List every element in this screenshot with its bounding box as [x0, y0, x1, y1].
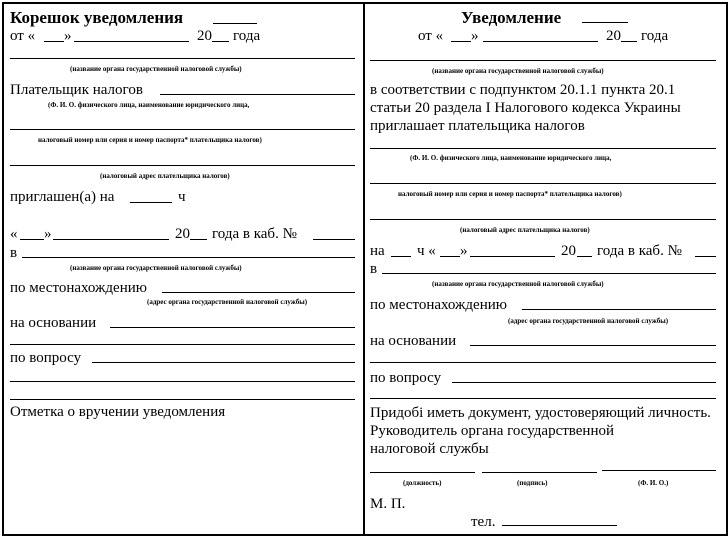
stub-delivery-label: Отметка о вручении уведомления [10, 404, 226, 420]
stub-title: Корешок уведомления [10, 8, 184, 27]
notice-year-room: года в каб. № [597, 243, 682, 259]
notice-caption-org-address: (адрес органа государственной налоговой службы) [508, 317, 669, 325]
notice-caption-org: (название органа государственной налоговой службы) [432, 67, 604, 75]
notice-payer-field-2[interactable] [370, 183, 716, 184]
stub-caption-org-address: (адрес органа государственной налоговой службы) [147, 298, 308, 306]
notice-from-mid: » [471, 28, 479, 44]
notice-phone-field[interactable] [502, 525, 617, 526]
stub-hour-field[interactable] [130, 202, 172, 203]
notice-room-field[interactable] [695, 256, 716, 257]
notice-document-note: Придобі иметь документ, удостоверяющий личность. [370, 405, 711, 421]
notice-in-label: в [370, 261, 378, 277]
notice-day-field[interactable] [451, 41, 471, 42]
notice-caption-name: (Ф. И. О.) [638, 479, 669, 487]
notice-question-field-2[interactable] [370, 398, 716, 399]
notice-from-label: от « [418, 28, 444, 44]
notice-caption-position: (должность) [403, 479, 442, 487]
stub-question-label: по вопросу [10, 350, 82, 366]
stub-date-day-field[interactable] [20, 239, 44, 240]
notice-phone-label: тел. [471, 514, 496, 530]
notice-name-field[interactable] [602, 470, 716, 471]
stub-year-room: года в каб. № [212, 226, 297, 242]
notice-date-year-prefix: 20 [561, 243, 576, 259]
notice-on-label: на [370, 243, 385, 259]
stub-number-field[interactable] [213, 23, 257, 24]
notice-year-prefix: 20 [606, 28, 621, 44]
notice-org-field[interactable] [370, 60, 716, 61]
notice-caption-org2: (название органа государственной налоговой службы) [432, 280, 604, 288]
stub-location-field[interactable] [162, 292, 355, 293]
stub-date-year-field[interactable] [190, 239, 207, 240]
stub-room-field[interactable] [313, 239, 355, 240]
stub-question-field-2[interactable] [10, 381, 355, 382]
stub-basis-field-2[interactable] [10, 344, 355, 345]
notice-date-year-field[interactable] [577, 256, 592, 257]
stub-date-open: « [10, 226, 18, 242]
notice-basis-label: на основании [370, 333, 457, 349]
stub-location-label: по местонахождению [10, 280, 147, 296]
stub-caption-address: (налоговый адрес плательщика налогов) [100, 172, 230, 180]
notice-date-close: » [460, 243, 468, 259]
notice-date-day-field[interactable] [440, 256, 460, 257]
notice-year-field[interactable] [621, 41, 637, 42]
notice-hour-label: ч « [417, 243, 436, 259]
stub-in-org-field[interactable] [22, 257, 355, 258]
stub-payer-field[interactable] [160, 94, 355, 95]
stub-invited-label: приглашен(а) на [10, 189, 115, 205]
notice-caption-fio: (Ф. И. О. физического лица, наименование юридического лица, [410, 154, 612, 162]
notice-in-org-field[interactable] [382, 273, 716, 274]
stub-in-label: в [10, 245, 18, 261]
notice-legal-line2: статьи 20 раздела I Налогового кодекса Украины [370, 100, 681, 116]
notice-caption-code: налоговый номер или серия и номер паспорта* плательщика налогов) [398, 190, 622, 198]
notice-head-line1: Руководитель органа государственной [370, 423, 615, 439]
stub-caption-org: (название органа государственной налоговой службы) [70, 65, 242, 73]
stub-from-label: от « [10, 28, 36, 44]
notice-question-field[interactable] [452, 382, 716, 383]
stub-question-field[interactable] [92, 362, 355, 363]
stub-day-field[interactable] [44, 41, 64, 42]
stub-org-field[interactable] [10, 58, 355, 59]
notice-basis-field[interactable] [470, 345, 716, 346]
stub-date-year-prefix: 20 [175, 226, 190, 242]
stub-date-month-field[interactable] [53, 239, 169, 240]
stub-question-field-3[interactable] [10, 399, 355, 400]
stub-hour-label: ч [178, 189, 186, 205]
notice-title: Уведомление [461, 8, 562, 27]
notice-legal-line3: приглашает плательщика налогов [370, 118, 585, 134]
notice-caption-address: (налоговый адрес плательщика налогов) [460, 226, 590, 234]
notice-question-label: по вопросу [370, 370, 442, 386]
stub-caption-code: налоговый номер или серия и номер паспорта* плательщика налогов) [38, 136, 262, 144]
notice-legal-line1: в соответствии с подпунктом 20.1.1 пункта 20.1 [370, 82, 676, 98]
stub-year-suffix: года [233, 28, 261, 44]
notice-location-field[interactable] [522, 309, 716, 310]
stub-basis-field[interactable] [110, 327, 355, 328]
notice-head-line2: налоговой службы [370, 441, 489, 457]
notice-year-suffix: года [641, 28, 669, 44]
stub-caption-fio: (Ф. И. О. физического лица, наименование юридического лица, [48, 101, 250, 109]
notice-number-field[interactable] [582, 22, 628, 23]
stub-month-field[interactable] [74, 41, 189, 42]
notice-hour-field[interactable] [391, 256, 411, 257]
notice-position-field[interactable] [370, 472, 475, 473]
stub-caption-org2: (название органа государственной налоговой службы) [70, 264, 242, 272]
stub-basis-label: на основании [10, 315, 97, 331]
notice-month-field[interactable] [483, 41, 598, 42]
notice-stamp: М. П. [370, 496, 406, 512]
stub-payer-field-2[interactable] [10, 129, 355, 130]
notice-signature-field[interactable] [482, 472, 597, 473]
notice-caption-signature: (подпись) [517, 479, 548, 487]
stub-date-close: » [44, 226, 52, 242]
column-divider [363, 2, 365, 536]
notice-date-month-field[interactable] [470, 256, 555, 257]
stub-payer-label: Плательщик налогов [10, 82, 143, 98]
notice-payer-field[interactable] [370, 148, 716, 149]
notice-location-label: по местонахождению [370, 297, 507, 313]
stub-year-field[interactable] [212, 41, 229, 42]
stub-year-prefix: 20 [197, 28, 212, 44]
stub-from-mid: » [64, 28, 72, 44]
notice-address-field[interactable] [370, 219, 716, 220]
notice-basis-field-2[interactable] [370, 362, 716, 363]
stub-address-field[interactable] [10, 165, 355, 166]
